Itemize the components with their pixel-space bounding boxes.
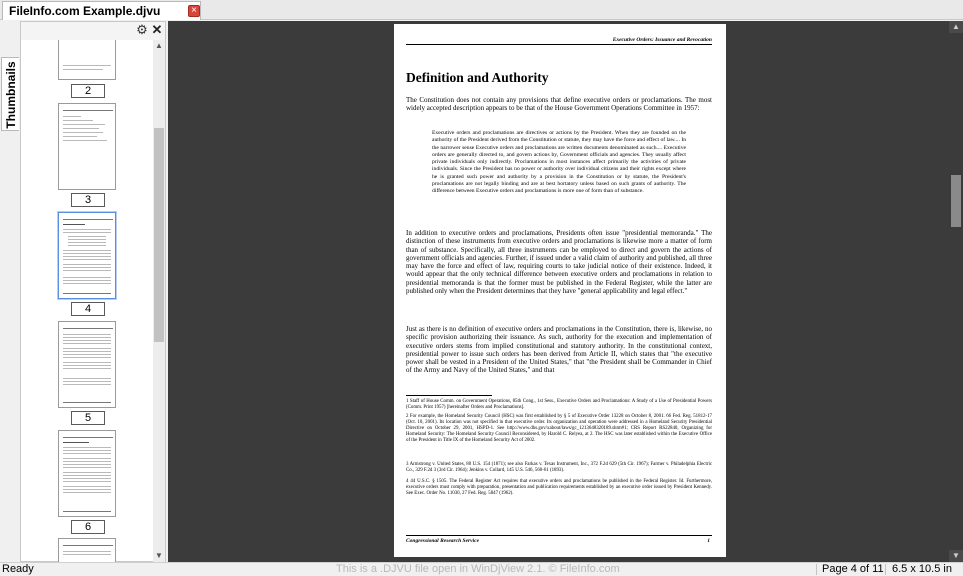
document-scrollbar[interactable] [949,21,963,562]
thumbnail-list[interactable] [21,40,153,562]
thumbnail-page-7[interactable] [58,538,116,562]
thumbnail-page-number[interactable]: 2 [71,84,105,98]
document-page [394,24,726,557]
thumbnail-scrollbar-thumb[interactable] [154,128,164,342]
footer-page-number: 1 [707,538,710,544]
document-scrollbar-thumb[interactable] [951,175,961,227]
scroll-up-arrow-icon[interactable]: ▲ [155,41,163,50]
page-footer [406,535,712,544]
side-panel-tab-strip [0,21,20,561]
thumbnails-panel [20,21,166,562]
status-separator [816,564,817,575]
thumbnails-side-tab[interactable] [1,57,19,131]
thumbnail-page-5[interactable] [58,321,116,408]
footnote-1: 1 Staff of House Comm. on Government Operations, 85th Cong., 1st Sess., Executive Orders and Proclamations: A Study of a Use of Presidential Powers (Comm. Print 1957) [hereinafter Orders and Proclamations]. [406,399,712,410]
thumbnail-page-number[interactable]: 5 [71,411,105,425]
scroll-down-arrow-icon[interactable]: ▼ [155,551,163,560]
thumbnail-page-number[interactable]: 6 [71,520,105,534]
footer-source: Congressional Research Service [406,538,480,544]
thumbnail-scrollbar[interactable] [153,40,165,562]
document-tab-strip [0,0,963,20]
thumbnail-page-number[interactable]: 4 [71,302,105,316]
paragraph-1: The Constitution does not contain any provisions that define executive orders or proclamations. The most widely accepted description appears to be that of the House Government Operations Committee in 1957: [406,96,712,113]
gear-icon[interactable]: ⚙ [136,22,148,37]
document-tab-title: FileInfo.com Example.djvu [9,4,161,18]
status-ready-text: Ready [2,563,34,575]
footnote-3: 3 Armstrong v. United States, 80 U.S. 154 (1871); see also Farkas v. Texas Instrument, Inc., 372 F.2d 629 (5th Cir. 1967); Farmer v. Philadelphia Electric Co., 329 F.2d 3 (3rd Cir. 1964); Jenkins v. Collard, 145 U.S. 546, 560-61 (1893). [406,462,712,473]
status-separator [885,564,886,575]
page-heading: Definition and Authority [406,70,549,85]
close-panel-icon[interactable]: ✕ [151,22,163,37]
thumbnail-page-3[interactable] [58,103,116,190]
thumbnail-page-2[interactable] [58,40,116,80]
thumbnail-page-number[interactable]: 3 [71,193,105,207]
status-watermark: This is a .DJVU file open in WinDjView 2.1. © FileInfo.com [336,563,620,575]
document-view[interactable] [168,21,963,562]
paragraph-2: In addition to executive orders and proclamations, Presidents often issue "presidential memoranda." The distinction of these instruments from executive orders and proclamations is likewise more a matter of form than of substance. Specifically, all three instruments can be employed to direct and govern the actions of government officials and agencies. Further, if issued under a valid claim of authority and published, all three may have the force and effect of law, requiring courts to take judicial notice of their existence. Indeed, it would appear that the only technical difference between executive orders and proclamations in relation to presidential memoranda is that the former must be published in the Federal Register, while the latter are published only when the President determines that they have "general applicability and legal effect." [406,229,712,296]
thumbnails-side-tab-label: Thumbnails [4,61,18,129]
thumbnails-panel-header [21,22,165,40]
footnote-4: 4 44 U.S.C. § 1505. The Federal Register Act requires that executive orders and proclamations be published in the Federal Register. Id. Furthermore, executive orders must comply with preparation, presentation and publication requirements established by an executive order issued by President Kennedy. See Exec. Order No. 11030, 27 Fed. Reg. 5847 (1962). [406,479,712,496]
footnote-rule [406,395,492,396]
status-page-size: 6.5 x 10.5 in [892,563,952,575]
thumbnail-page-6[interactable] [58,430,116,517]
paragraph-3: Just as there is no definition of executive orders and proclamations in the Constitution, there is, likewise, no specific provision authorizing their issuance. As such, authority for the execution and implementation of executive orders stems from implied constitutional and statutory authority. In the constitutional context, presidential power to issue such orders has been derived from Article II, which states that "the executive power shall be vested in a President of the United States," that "the President shall be Commander in Chief of the Army and Navy of the United States," and that [406,325,712,375]
scroll-up-arrow-icon[interactable]: ▲ [949,21,963,33]
status-page-indicator: Page 4 of 11 [822,563,884,575]
running-header: Executive Orders: Issuance and Revocation [406,37,712,45]
scroll-down-arrow-icon[interactable]: ▼ [949,550,963,562]
footnote-2: 2 For example, the Homeland Security Council (HSC) was first established by § 5 of Executive Order 13228 on October 8, 2001. 66 Fed. Reg. 51812-17 (Oct. 10, 2001). Its location was not specified in that executive order. Its organization and operation were addressed in a Homeland Security Presidential Directive on October 29, 2001, HSPD-1. See http://www.dhs.gov/xabout/laws/gc_1213648320189.shtm#1; CRS Report RS22840, Organizing for Homeland Security: The Homeland Security Council Reconsidered, by Harold C. Relyea, at 2. The HSC was later established within the Executive Office of the President in Title IX of the Homeland Security Act of 2002. [406,414,712,443]
status-bar [0,562,963,576]
close-tab-icon[interactable]: × [188,5,200,17]
document-tab[interactable] [2,1,201,20]
thumbnail-page-4[interactable] [58,212,116,299]
block-quote: Executive orders and proclamations are directives or actions by the President. When they are founded on the authority of the President derived from the Constitution or statute, they may have the force and effect of law.... In the narrower sense Executive orders and proclamations are written documents denominated as such.... Executive orders are generally directed to, and govern actions by, Government officials and agencies. They usually affect private individuals only indirectly. Proclamations in most instances affect primarily the activities of private individuals. Since the President has no power or authority over individual citizens and their rights except where he is granted such power and authority by a provision in the Constitution or by statute, the President's proclamations are not legally binding and are at best hortatory unless based on such grants of authority. The difference between Executive orders and proclamations is more one of form than of substance. [432,130,686,195]
